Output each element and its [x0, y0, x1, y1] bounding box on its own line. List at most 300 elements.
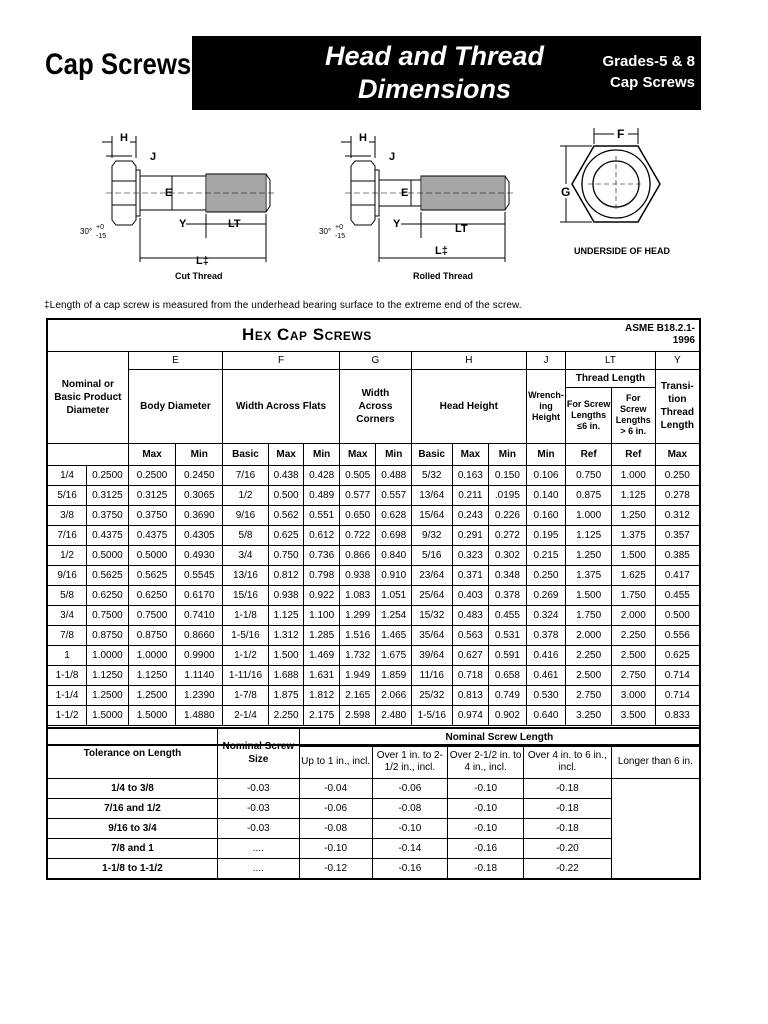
table-cell: 0.2500 [128, 465, 176, 485]
table-cell: 2.750 [611, 665, 655, 685]
table-cell: 1.500 [268, 645, 304, 665]
table-cell: 1.250 [566, 545, 612, 565]
table-cell: 0.628 [376, 505, 412, 525]
rolled-thread-caption: Rolled Thread [413, 271, 474, 281]
table-cell: 0.530 [526, 685, 566, 705]
table-cell: 5/8 [47, 585, 87, 605]
table-cell: 2.000 [566, 625, 612, 645]
table-cell: 0.612 [304, 525, 340, 545]
table-cell: 0.378 [489, 585, 527, 605]
col-letter-g: G [339, 351, 411, 369]
table-cell: 0.7410 [176, 605, 223, 625]
table-cell: 0.902 [489, 705, 527, 725]
table-cell: 1.375 [566, 565, 612, 585]
table-cell: 9/16 [223, 505, 269, 525]
table-cell: 1/2 [47, 545, 87, 565]
table-cell: 1.875 [268, 685, 304, 705]
table-cell: 2.480 [376, 705, 412, 725]
cut-label-lt: LT [228, 218, 241, 230]
table-cell: 0.698 [376, 525, 412, 545]
table-cell: 0.556 [655, 625, 700, 645]
table-standard-line1: ASME B18.2.1- [624, 323, 695, 335]
table-cell: 1.688 [268, 665, 304, 685]
table-cell: 0.938 [339, 565, 376, 585]
table-cell: 1.299 [339, 605, 376, 625]
table-cell: 5/32 [411, 465, 452, 485]
cut-thread-diagram [78, 128, 278, 270]
table-cell: 1.000 [566, 505, 612, 525]
sub-ref: Ref [566, 443, 612, 465]
table-cell: 2.066 [376, 685, 412, 705]
tolerance-value: -0.18 [524, 778, 612, 798]
table-cell: 1.100 [304, 605, 340, 625]
tolerance-value: -0.20 [524, 838, 612, 858]
table-cell: 1.4880 [176, 705, 223, 725]
table-cell: 2.250 [611, 625, 655, 645]
tolerance-value: -0.03 [217, 798, 299, 818]
table-cell: 1-1/8 [47, 665, 87, 685]
rolled-label-angle: 30° [319, 227, 332, 236]
table-cell: 0.291 [452, 525, 489, 545]
cut-label-tolplus: +0 [96, 224, 104, 231]
table-cell: 2.250 [268, 705, 304, 725]
tol-col-1: Up to 1 in., incl. [299, 746, 372, 778]
tol-col-group: Nominal Screw Length [299, 728, 700, 746]
sub-max: Max [268, 443, 304, 465]
table-cell: 0.3065 [176, 485, 223, 505]
tolerance-size: 9/16 to 3/4 [47, 818, 217, 838]
table-cell: 11/16 [411, 665, 452, 685]
table-cell: 1.051 [376, 585, 412, 605]
grades-label [602, 51, 695, 93]
underside-caption: UNDERSIDE OF HEAD [574, 246, 671, 256]
table-cell: 5/16 [411, 545, 452, 565]
sub-max: Max [339, 443, 376, 465]
tolerance-value: -0.08 [372, 798, 448, 818]
grades-line1: Grades-5 & 8 [602, 53, 695, 70]
table-cell: 1.0000 [128, 645, 176, 665]
table-cell: 0.243 [452, 505, 489, 525]
sub-min: Min [304, 443, 340, 465]
table-cell: 1.083 [339, 585, 376, 605]
col-nominal: Nominal or Basic Product Diameter [47, 351, 128, 443]
table-cell: 0.106 [526, 465, 566, 485]
table-cell: 0.7500 [128, 605, 176, 625]
table-cell: 1.000 [611, 465, 655, 485]
table-cell: 0.250 [526, 565, 566, 585]
table-title: Hex Cap Screws [47, 319, 566, 351]
col-letter-j: J [526, 351, 566, 369]
table-cell: .0195 [489, 485, 527, 505]
sub-min: Min [489, 443, 527, 465]
table-row [47, 605, 700, 625]
table-cell: 0.4930 [176, 545, 223, 565]
col-width-flats: Width Across Flats [223, 369, 340, 443]
sub-basic: Basic [411, 443, 452, 465]
table-row [47, 705, 700, 725]
table-cell: 0.312 [655, 505, 700, 525]
table-cell: 0.7500 [87, 605, 129, 625]
grades-line2: Cap Screws [609, 74, 695, 91]
tolerance-value: -0.08 [299, 818, 372, 838]
table-cell: 0.6250 [87, 585, 129, 605]
sub-min: Min [176, 443, 223, 465]
table-standard [566, 319, 700, 351]
table-cell: 0.736 [304, 545, 340, 565]
table-cell: 1.859 [376, 665, 412, 685]
table-cell: 1.675 [376, 645, 412, 665]
table-cell: 2.165 [339, 685, 376, 705]
table-row [47, 665, 700, 685]
tolerance-value: -0.14 [372, 838, 448, 858]
table-cell: 9/16 [47, 565, 87, 585]
table-cell: 2.500 [611, 645, 655, 665]
table-cell: 3/8 [47, 505, 87, 525]
table-cell: 1.0000 [87, 645, 129, 665]
col-letter-y: Y [655, 351, 700, 369]
rolled-label-j: J [389, 151, 396, 163]
table-cell: 0.226 [489, 505, 527, 525]
table-cell: 1.2500 [128, 685, 176, 705]
table-cell: 0.455 [655, 585, 700, 605]
hex-label-f: F [617, 127, 625, 141]
table-cell: 0.250 [655, 465, 700, 485]
sub-min: Min [526, 443, 566, 465]
table-cell: 0.461 [526, 665, 566, 685]
table-cell: 3.250 [566, 705, 612, 725]
table-cell: 0.2500 [87, 465, 129, 485]
table-cell: 0.812 [268, 565, 304, 585]
table-row [47, 505, 700, 525]
table-cell: 0.140 [526, 485, 566, 505]
tolerance-value: .... [217, 838, 299, 858]
sub-basic: Basic [223, 443, 269, 465]
table-cell: 2.000 [611, 605, 655, 625]
table-cell: 1/4 [47, 465, 87, 485]
table-cell: 1.5000 [128, 705, 176, 725]
table-cell: 0.8750 [87, 625, 129, 645]
table-cell: 2.175 [304, 705, 340, 725]
col-letter-h: H [411, 351, 526, 369]
table-cell: 1.5000 [87, 705, 129, 725]
table-cell: 15/64 [411, 505, 452, 525]
tolerance-value: -0.10 [299, 838, 372, 858]
table-cell: 0.505 [339, 465, 376, 485]
tolerance-row [47, 798, 700, 818]
table-cell: 0.625 [268, 525, 304, 545]
table-cell: 0.627 [452, 645, 489, 665]
table-cell: 0.813 [452, 685, 489, 705]
header-banner [192, 36, 701, 110]
tolerance-size: 1-1/8 to 1-1/2 [47, 858, 217, 879]
tol-col-2: Over 1 in. to 2-1/2 in., incl. [372, 746, 448, 778]
tol-col-4: Over 4 in. to 6 in., incl. [524, 746, 612, 778]
table-cell: 1.812 [304, 685, 340, 705]
table-cell: 39/64 [411, 645, 452, 665]
rolled-label-l: L‡ [435, 245, 448, 257]
table-cell: 1.312 [268, 625, 304, 645]
table-cell: 1.500 [611, 545, 655, 565]
table-cell: 1 [47, 645, 87, 665]
table-cell: 0.4375 [87, 525, 129, 545]
table-cell: 0.3690 [176, 505, 223, 525]
col-head-height: Head Height [411, 369, 526, 443]
table-cell: 0.531 [489, 625, 527, 645]
table-cell: 0.455 [489, 605, 527, 625]
tol-col-3: Over 2-1/2 in. to 4 in., incl. [448, 746, 524, 778]
table-cell: 0.650 [339, 505, 376, 525]
tolerance-value: -0.10 [448, 818, 524, 838]
table-cell: 3.000 [611, 685, 655, 705]
tolerance-size: 7/8 and 1 [47, 838, 217, 858]
tolerance-value: -0.16 [372, 858, 448, 879]
table-row [47, 485, 700, 505]
table-cell: 2.250 [566, 645, 612, 665]
cut-label-h: H [120, 132, 128, 144]
table-cell: 0.750 [268, 545, 304, 565]
tolerance-value: -0.03 [217, 778, 299, 798]
table-cell: 1.732 [339, 645, 376, 665]
table-cell: 1.750 [611, 585, 655, 605]
table-cell: 0.714 [655, 685, 700, 705]
table-cell: 0.6170 [176, 585, 223, 605]
table-cell: 0.269 [526, 585, 566, 605]
table-row [47, 645, 700, 665]
table-cell: 1.500 [566, 585, 612, 605]
table-cell: 0.2450 [176, 465, 223, 485]
table-cell: 0.278 [655, 485, 700, 505]
table-cell: 2.750 [566, 685, 612, 705]
col-letter-f: F [223, 351, 340, 369]
table-cell: 0.591 [489, 645, 527, 665]
table-row [47, 525, 700, 545]
table-cell: 5/16 [47, 485, 87, 505]
rolled-thread-diagram [317, 128, 517, 270]
table-cell: 3/4 [223, 545, 269, 565]
table-cell: 7/16 [47, 525, 87, 545]
sub-max: Max [452, 443, 489, 465]
table-cell: 0.403 [452, 585, 489, 605]
hex-label-g: G [561, 185, 571, 199]
table-cell: 0.625 [655, 645, 700, 665]
table-cell: 0.4375 [128, 525, 176, 545]
cut-thread-caption: Cut Thread [175, 271, 223, 281]
col-letter-e: E [128, 351, 222, 369]
tolerance-label: Tolerance on Length [47, 728, 217, 778]
col-thread-gt6: For Screw Lengths > 6 in. [611, 387, 655, 443]
cut-label-tolminus: -15 [96, 233, 107, 240]
table-cell: 1.516 [339, 625, 376, 645]
cut-label-angle: 30° [80, 227, 93, 236]
table-cell: 1.625 [611, 565, 655, 585]
tolerance-value: -0.16 [448, 838, 524, 858]
table-cell: 1.1250 [87, 665, 129, 685]
table-cell: 1-11/16 [223, 665, 269, 685]
table-cell: 0.875 [566, 485, 612, 505]
table-cell: 0.160 [526, 505, 566, 525]
table-cell: 0.272 [489, 525, 527, 545]
table-cell: 0.5625 [128, 565, 176, 585]
tolerance-row [47, 838, 700, 858]
table-cell: 0.722 [339, 525, 376, 545]
table-cell: 0.417 [655, 565, 700, 585]
table-cell: 0.371 [452, 565, 489, 585]
col-thread-length: Thread Length [566, 369, 655, 387]
table-cell: 0.302 [489, 545, 527, 565]
section-title-line2: Dimensions [357, 74, 512, 104]
table-cell: 1-5/16 [223, 625, 269, 645]
table-cell: 13/64 [411, 485, 452, 505]
table-row [47, 625, 700, 645]
table-cell: 1.949 [339, 665, 376, 685]
table-cell: 0.211 [452, 485, 489, 505]
tolerance-size: 7/16 and 1/2 [47, 798, 217, 818]
table-cell: 0.8660 [176, 625, 223, 645]
tolerance-value: -0.06 [299, 798, 372, 818]
table-cell: 0.163 [452, 465, 489, 485]
table-cell: 0.428 [304, 465, 340, 485]
cut-label-e: E [165, 187, 173, 199]
table-cell: 1.1250 [128, 665, 176, 685]
table-cell: 1.2390 [176, 685, 223, 705]
table-cell: 0.974 [452, 705, 489, 725]
table-cell: 1.750 [566, 605, 612, 625]
table-cell: 0.910 [376, 565, 412, 585]
sub-min: Min [376, 443, 412, 465]
rolled-label-e: E [401, 187, 409, 199]
tol-col-5: Longer than 6 in. [611, 746, 700, 778]
table-row [47, 685, 700, 705]
table-cell: 1-7/8 [223, 685, 269, 705]
col-transition: Transi-tion Thread Length [655, 369, 700, 443]
table-cell: 0.3125 [87, 485, 129, 505]
table-cell: 0.3750 [128, 505, 176, 525]
table-cell: 1.465 [376, 625, 412, 645]
table-cell: 25/32 [411, 685, 452, 705]
table-cell: 13/16 [223, 565, 269, 585]
table-row [47, 585, 700, 605]
table-cell: 1.125 [611, 485, 655, 505]
table-cell: 1-5/16 [411, 705, 452, 725]
table-cell: 0.640 [526, 705, 566, 725]
table-cell: 0.866 [339, 545, 376, 565]
tolerance-value: -0.03 [217, 818, 299, 838]
table-cell: 1-1/4 [47, 685, 87, 705]
table-cell: 1.631 [304, 665, 340, 685]
table-cell: 0.357 [655, 525, 700, 545]
table-cell: 2.500 [566, 665, 612, 685]
table-cell: 5/8 [223, 525, 269, 545]
sub-max: Max [655, 443, 700, 465]
rolled-label-tolminus: -15 [335, 233, 346, 240]
table-cell: 0.483 [452, 605, 489, 625]
col-width-corners: Width Across Corners [339, 369, 411, 443]
table-cell: 0.215 [526, 545, 566, 565]
footnote: ‡Length of a cap screw is measured from the underhead bearing surface to the extreme end of the screw. [44, 300, 522, 311]
table-cell: 1-1/8 [223, 605, 269, 625]
table-cell: 0.3750 [87, 505, 129, 525]
table-cell: 0.438 [268, 465, 304, 485]
table-cell: 1.125 [268, 605, 304, 625]
table-row [47, 545, 700, 565]
table-cell: 0.557 [376, 485, 412, 505]
table-cell: 9/32 [411, 525, 452, 545]
tol-col-nominal: Nominal Screw Size [217, 728, 299, 778]
tolerance-value: -0.18 [524, 818, 612, 838]
table-cell: 0.714 [655, 665, 700, 685]
table-cell: 0.416 [526, 645, 566, 665]
rolled-label-tolplus: +0 [335, 224, 343, 231]
table-cell: 0.5000 [128, 545, 176, 565]
table-cell: 0.563 [452, 625, 489, 645]
tolerance-size: 1/4 to 3/8 [47, 778, 217, 798]
table-cell: 0.577 [339, 485, 376, 505]
table-cell: 15/16 [223, 585, 269, 605]
tolerance-row [47, 858, 700, 879]
table-cell: 0.5545 [176, 565, 223, 585]
table-cell: 0.378 [526, 625, 566, 645]
table-cell: 3.500 [611, 705, 655, 725]
title-cap-screws: Cap Screws [45, 48, 192, 81]
hex-head-diagram [556, 124, 676, 244]
tolerance-row [47, 778, 700, 798]
sub-max: Max [128, 443, 176, 465]
rolled-label-lt: LT [455, 223, 468, 235]
table-cell: 25/64 [411, 585, 452, 605]
table-cell: 0.658 [489, 665, 527, 685]
col-body-diameter: Body Diameter [128, 369, 222, 443]
table-cell: 1.125 [566, 525, 612, 545]
sub-ref: Ref [611, 443, 655, 465]
table-cell: 1.254 [376, 605, 412, 625]
table-cell: 0.8750 [128, 625, 176, 645]
table-cell: 0.551 [304, 505, 340, 525]
cut-label-l: L‡ [196, 255, 209, 267]
tolerance-value: -0.10 [372, 818, 448, 838]
table-cell: 0.718 [452, 665, 489, 685]
table-row [47, 565, 700, 585]
table-cell: 1.469 [304, 645, 340, 665]
tolerance-value: -0.22 [524, 858, 612, 879]
table-cell: 0.385 [655, 545, 700, 565]
table-cell: 0.833 [655, 705, 700, 725]
table-cell: 1-1/2 [47, 705, 87, 725]
table-cell: 35/64 [411, 625, 452, 645]
table-cell: 7/8 [47, 625, 87, 645]
section-title-line1: Head and Thread [324, 41, 545, 71]
table-cell: 1.285 [304, 625, 340, 645]
table-cell: 1.2500 [87, 685, 129, 705]
tolerance-value: -0.12 [299, 858, 372, 879]
table-cell: 0.195 [526, 525, 566, 545]
table-standard-line2: 1996 [672, 335, 695, 347]
table-cell: 0.5000 [87, 545, 129, 565]
table-cell: 0.938 [268, 585, 304, 605]
table-cell: 1-1/2 [223, 645, 269, 665]
cut-label-j: J [150, 151, 157, 163]
col-thread-le6: For Screw Lengths ≤6 in. [566, 387, 612, 443]
table-cell: 0.5625 [87, 565, 129, 585]
section-title [297, 40, 572, 106]
table-cell: 0.840 [376, 545, 412, 565]
tolerance-value: -0.04 [299, 778, 372, 798]
table-cell: 0.488 [376, 465, 412, 485]
table-cell: 1/2 [223, 485, 269, 505]
table-row [47, 465, 700, 485]
col-wrenching: Wrench-ing Height [526, 369, 566, 443]
tolerance-value: -0.10 [448, 778, 524, 798]
table-cell: 1.250 [611, 505, 655, 525]
